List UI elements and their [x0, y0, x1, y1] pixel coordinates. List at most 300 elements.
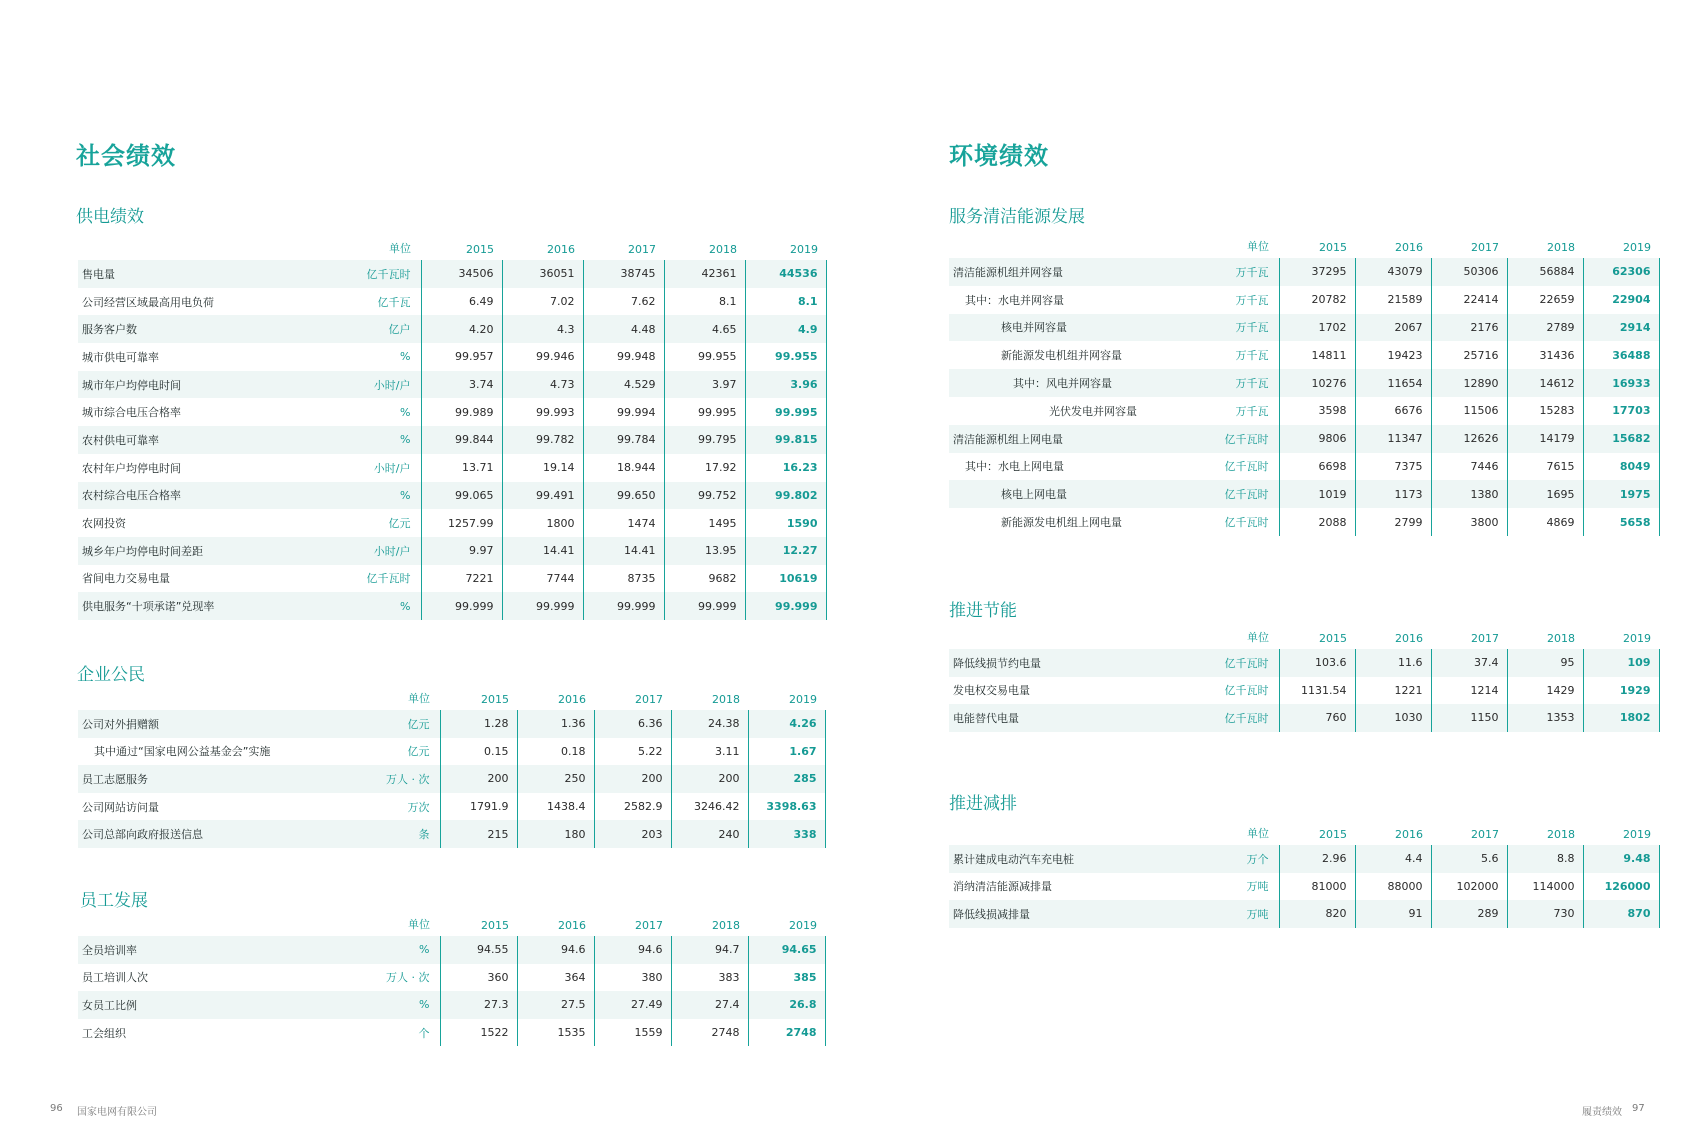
- value-cell: 250: [517, 765, 594, 793]
- header-year: 2019: [1623, 632, 1651, 645]
- value-cell: 11347: [1355, 425, 1431, 453]
- header-year: 2015: [466, 243, 494, 256]
- table-row: [78, 482, 826, 510]
- value-cell: 4.3: [502, 315, 583, 343]
- row-unit: %: [346, 343, 421, 371]
- value-cell: 4869: [1507, 508, 1583, 536]
- row-unit: 万吨: [1199, 873, 1279, 901]
- header-year: 2019: [1623, 241, 1651, 254]
- value-cell: 3.11: [671, 738, 748, 766]
- table-row: [78, 991, 825, 1019]
- header-year: 2015: [1319, 632, 1347, 645]
- table-row: [949, 453, 1659, 481]
- header-blank: [78, 906, 360, 936]
- value-cell: 27.3: [440, 991, 517, 1019]
- emission-reduction-table: [949, 815, 1660, 928]
- value-cell: 99.948: [583, 343, 664, 371]
- row-unit: 万千瓦: [1199, 314, 1279, 342]
- value-cell: 820: [1279, 900, 1355, 928]
- value-cell: 285: [748, 765, 825, 793]
- left-page-number: 96: [50, 1103, 63, 1114]
- header-year: 2015: [481, 919, 509, 932]
- value-cell: 9.97: [421, 537, 502, 565]
- value-cell: 22904: [1583, 286, 1659, 314]
- header-unit: 单位: [1247, 631, 1269, 644]
- value-cell: 1257.99: [421, 509, 502, 537]
- row-label: 城市年户均停电时间: [78, 371, 346, 399]
- value-cell: 99.752: [664, 482, 745, 510]
- header-year: 2015: [1319, 828, 1347, 841]
- value-cell: 4.20: [421, 315, 502, 343]
- value-cell: 1030: [1355, 704, 1431, 732]
- header-year: 2018: [712, 693, 740, 706]
- value-cell: 9806: [1279, 425, 1355, 453]
- header-unit: 单位: [389, 242, 411, 255]
- value-cell: 730: [1507, 900, 1583, 928]
- table-row: [78, 426, 826, 454]
- row-unit: 万千瓦: [1199, 286, 1279, 314]
- table-row: [949, 425, 1659, 453]
- value-cell: 215: [440, 820, 517, 848]
- row-label: 核电上网电量: [949, 480, 1199, 508]
- value-cell: 14612: [1507, 369, 1583, 397]
- value-cell: 3598: [1279, 397, 1355, 425]
- table-row: [78, 288, 826, 316]
- row-unit: 条: [360, 820, 440, 848]
- value-cell: 13.71: [421, 454, 502, 482]
- value-cell: 91: [1355, 900, 1431, 928]
- row-unit: 亿千瓦时: [1199, 677, 1279, 705]
- row-unit: %: [346, 592, 421, 620]
- row-label: 全员培训率: [78, 936, 360, 964]
- value-cell: 22414: [1431, 286, 1507, 314]
- table-row: [78, 793, 825, 821]
- value-cell: 62306: [1583, 258, 1659, 286]
- table-row: [949, 845, 1659, 873]
- value-cell: 1695: [1507, 480, 1583, 508]
- table-row: [949, 649, 1659, 677]
- value-cell: 19.14: [502, 454, 583, 482]
- value-cell: 99.995: [745, 398, 826, 426]
- value-cell: 34506: [421, 260, 502, 288]
- value-cell: 2914: [1583, 314, 1659, 342]
- value-cell: 7615: [1507, 453, 1583, 481]
- row-label: 其中：水电并网容量: [965, 293, 1064, 307]
- header-unit: 单位: [1247, 827, 1269, 840]
- value-cell: 99.989: [421, 398, 502, 426]
- value-cell: 0.15: [440, 738, 517, 766]
- value-cell: 1221: [1355, 677, 1431, 705]
- table-row: [78, 565, 826, 593]
- value-cell: 7.62: [583, 288, 664, 316]
- table-row: [78, 738, 825, 766]
- table-row: [78, 592, 826, 620]
- row-label: 女员工比例: [78, 991, 360, 1019]
- value-cell: 99.650: [583, 482, 664, 510]
- value-cell: 103.6: [1279, 649, 1355, 677]
- value-cell: 99.999: [664, 592, 745, 620]
- power-supply-table: [78, 230, 827, 620]
- value-cell: 3398.63: [748, 793, 825, 821]
- header-blank: [949, 815, 1199, 845]
- value-cell: 2582.9: [594, 793, 671, 821]
- header-year: 2018: [1547, 828, 1575, 841]
- header-blank: [949, 619, 1199, 649]
- value-cell: 99.955: [745, 343, 826, 371]
- value-cell: 99.999: [745, 592, 826, 620]
- value-cell: 5.6: [1431, 845, 1507, 873]
- row-label: 其中：风电并网容量: [949, 369, 1199, 397]
- row-unit: 亿元: [360, 710, 440, 738]
- value-cell: 200: [440, 765, 517, 793]
- clean-energy-table: [949, 228, 1660, 536]
- value-cell: 1214: [1431, 677, 1507, 705]
- table-row: [949, 369, 1659, 397]
- row-label: 员工志愿服务: [78, 765, 360, 793]
- value-cell: 4.73: [502, 371, 583, 399]
- table-row: [78, 765, 825, 793]
- value-cell: 5.22: [594, 738, 671, 766]
- value-cell: 289: [1431, 900, 1507, 928]
- value-cell: 1800: [502, 509, 583, 537]
- header-blank: [78, 680, 360, 710]
- row-unit: 小时/户: [346, 454, 421, 482]
- value-cell: 4.529: [583, 371, 664, 399]
- value-cell: 8735: [583, 565, 664, 593]
- value-cell: 2748: [671, 1019, 748, 1047]
- value-cell: 11654: [1355, 369, 1431, 397]
- row-unit: 亿千瓦时: [1199, 425, 1279, 453]
- table-row: [78, 343, 826, 371]
- value-cell: 2176: [1431, 314, 1507, 342]
- value-cell: 1.67: [748, 738, 825, 766]
- header-year: 2019: [1623, 828, 1651, 841]
- row-label: 城市综合电压合格率: [82, 406, 181, 420]
- value-cell: 94.6: [594, 936, 671, 964]
- value-cell: 24.38: [671, 710, 748, 738]
- header-year: 2018: [1547, 241, 1575, 254]
- row-label: 员工培训人次: [82, 971, 148, 985]
- value-cell: 1438.4: [517, 793, 594, 821]
- value-cell: 99.957: [421, 343, 502, 371]
- value-cell: 1495: [664, 509, 745, 537]
- corporate-citizen-table: [78, 680, 826, 848]
- value-cell: 1.28: [440, 710, 517, 738]
- header-year: 2019: [790, 243, 818, 256]
- row-label: 累计建成电动汽车充电桩: [949, 845, 1199, 873]
- header-unit: 单位: [408, 692, 430, 705]
- value-cell: 81000: [1279, 873, 1355, 901]
- value-cell: 7375: [1355, 453, 1431, 481]
- value-cell: 8049: [1583, 453, 1659, 481]
- right-footer-text: 履责绩效: [1582, 1107, 1622, 1118]
- table-row: [949, 286, 1659, 314]
- header-year: 2017: [1471, 632, 1499, 645]
- value-cell: 11.6: [1355, 649, 1431, 677]
- value-cell: 12890: [1431, 369, 1507, 397]
- value-cell: 1380: [1431, 480, 1507, 508]
- value-cell: 56884: [1507, 258, 1583, 286]
- value-cell: 99.999: [583, 592, 664, 620]
- value-cell: 3.97: [664, 371, 745, 399]
- value-cell: 203: [594, 820, 671, 848]
- value-cell: 37.4: [1431, 649, 1507, 677]
- value-cell: 94.7: [671, 936, 748, 964]
- row-unit: 亿千瓦时: [1199, 649, 1279, 677]
- table-row: [78, 1019, 825, 1047]
- left-footer-company: 国家电网有限公司: [77, 1107, 157, 1118]
- value-cell: 27.49: [594, 991, 671, 1019]
- value-cell: 17.92: [664, 454, 745, 482]
- table-row: [78, 710, 825, 738]
- value-cell: 17703: [1583, 397, 1659, 425]
- header-year: 2015: [1319, 241, 1347, 254]
- value-cell: 4.26: [748, 710, 825, 738]
- value-cell: 99.782: [502, 426, 583, 454]
- value-cell: 1353: [1507, 704, 1583, 732]
- employee-table: [78, 906, 826, 1046]
- value-cell: 99.844: [421, 426, 502, 454]
- value-cell: 14.41: [583, 537, 664, 565]
- row-unit: 万人 · 次: [360, 765, 440, 793]
- value-cell: 1535: [517, 1019, 594, 1047]
- value-cell: 1.36: [517, 710, 594, 738]
- header-year: 2016: [558, 693, 586, 706]
- table-row: [949, 397, 1659, 425]
- header-year: 2019: [789, 693, 817, 706]
- row-unit: %: [360, 991, 440, 1019]
- value-cell: 0.18: [517, 738, 594, 766]
- row-unit: 亿千瓦时: [1199, 704, 1279, 732]
- header-year: 2018: [1547, 632, 1575, 645]
- table-header-row: [78, 230, 826, 260]
- value-cell: 109: [1583, 649, 1659, 677]
- value-cell: 870: [1583, 900, 1659, 928]
- value-cell: 44536: [745, 260, 826, 288]
- table-row: [949, 900, 1659, 928]
- value-cell: 385: [748, 964, 825, 992]
- value-cell: 1131.54: [1279, 677, 1355, 705]
- table-row: [78, 964, 825, 992]
- row-label: 公司总部向政府报送信息: [78, 820, 360, 848]
- row-label: 其中：水电上网电量: [965, 460, 1064, 474]
- row-label: 供电服务“十项承诺”兑现率: [78, 592, 346, 620]
- value-cell: 19423: [1355, 341, 1431, 369]
- value-cell: 3.96: [745, 371, 826, 399]
- value-cell: 5658: [1583, 508, 1659, 536]
- value-cell: 6.36: [594, 710, 671, 738]
- energy-saving-table: [949, 619, 1660, 732]
- header-year: 2017: [635, 919, 663, 932]
- value-cell: 22659: [1507, 286, 1583, 314]
- section-title-power-supply: 供电绩效: [76, 207, 144, 227]
- section-title-emission-reduction: 推进减排: [949, 794, 1017, 814]
- value-cell: 99.994: [583, 398, 664, 426]
- row-unit: 万千瓦: [1199, 258, 1279, 286]
- value-cell: 2088: [1279, 508, 1355, 536]
- row-unit: %: [360, 936, 440, 964]
- value-cell: 99.999: [502, 592, 583, 620]
- value-cell: 3.74: [421, 371, 502, 399]
- row-unit: %: [346, 482, 421, 510]
- value-cell: 99.993: [502, 398, 583, 426]
- row-unit: 亿元: [346, 509, 421, 537]
- row-unit: 小时/户: [346, 371, 421, 399]
- row-unit: 个: [360, 1019, 440, 1047]
- table-row: [949, 314, 1659, 342]
- value-cell: 12626: [1431, 425, 1507, 453]
- value-cell: 8.1: [745, 288, 826, 316]
- value-cell: 200: [594, 765, 671, 793]
- header-year: 2016: [558, 919, 586, 932]
- table-header-row: [78, 906, 825, 936]
- row-unit: 小时/户: [346, 537, 421, 565]
- row-unit: 万千瓦: [1199, 369, 1279, 397]
- value-cell: 6.49: [421, 288, 502, 316]
- row-label: 城市供电可靠率: [82, 350, 159, 364]
- table-row: [78, 537, 826, 565]
- row-label: 消纳清洁能源减排量: [953, 880, 1052, 894]
- value-cell: 13.95: [664, 537, 745, 565]
- row-unit: 万次: [360, 793, 440, 821]
- value-cell: 6676: [1355, 397, 1431, 425]
- value-cell: 1522: [440, 1019, 517, 1047]
- value-cell: 338: [748, 820, 825, 848]
- value-cell: 95: [1507, 649, 1583, 677]
- row-label: 农网投资: [82, 517, 126, 531]
- row-label: 售电量: [78, 260, 346, 288]
- row-label: 城乡年户均停电时间差距: [78, 537, 346, 565]
- value-cell: 99.815: [745, 426, 826, 454]
- value-cell: 1791.9: [440, 793, 517, 821]
- value-cell: 2748: [748, 1019, 825, 1047]
- row-unit: 亿户: [346, 315, 421, 343]
- value-cell: 2067: [1355, 314, 1431, 342]
- value-cell: 25716: [1431, 341, 1507, 369]
- table-row: [78, 509, 826, 537]
- right-page-number: 97: [1632, 1103, 1645, 1114]
- value-cell: 16.23: [745, 454, 826, 482]
- value-cell: 18.944: [583, 454, 664, 482]
- section-title-employee: 员工发展: [80, 891, 148, 911]
- row-label: 光伏发电并网容量: [1049, 404, 1137, 418]
- value-cell: 31436: [1507, 341, 1583, 369]
- row-label: 农村综合电压合格率: [78, 482, 346, 510]
- row-unit: 万吨: [1199, 900, 1279, 928]
- row-unit: %: [346, 398, 421, 426]
- value-cell: 7446: [1431, 453, 1507, 481]
- table-row: [949, 677, 1659, 705]
- value-cell: 102000: [1431, 873, 1507, 901]
- row-unit: 亿千瓦时: [346, 565, 421, 593]
- header-blank: [78, 230, 346, 260]
- value-cell: 99.946: [502, 343, 583, 371]
- table-row: [949, 508, 1659, 536]
- header-year: 2016: [1395, 828, 1423, 841]
- value-cell: 3800: [1431, 508, 1507, 536]
- row-unit: 亿千瓦时: [1199, 508, 1279, 536]
- header-unit: 单位: [1247, 240, 1269, 253]
- row-label: 降低线损节约电量: [949, 649, 1199, 677]
- table-row: [78, 398, 826, 426]
- row-label: 核电并网容量: [949, 314, 1199, 342]
- value-cell: 42361: [664, 260, 745, 288]
- row-unit: 亿千瓦时: [1199, 453, 1279, 481]
- value-cell: 240: [671, 820, 748, 848]
- value-cell: 11506: [1431, 397, 1507, 425]
- value-cell: 99.995: [664, 398, 745, 426]
- header-year: 2016: [1395, 632, 1423, 645]
- value-cell: 99.802: [745, 482, 826, 510]
- value-cell: 99.955: [664, 343, 745, 371]
- value-cell: 760: [1279, 704, 1355, 732]
- table-row: [949, 704, 1659, 732]
- value-cell: 7744: [502, 565, 583, 593]
- value-cell: 380: [594, 964, 671, 992]
- table-header-row: [949, 228, 1659, 258]
- right-page-title: 环境绩效: [949, 141, 1049, 170]
- row-label: 工会组织: [82, 1026, 126, 1040]
- row-label: 农村供电可靠率: [78, 426, 346, 454]
- row-unit: 万人 · 次: [360, 964, 440, 992]
- value-cell: 9.48: [1583, 845, 1659, 873]
- value-cell: 20782: [1279, 286, 1355, 314]
- value-cell: 94.55: [440, 936, 517, 964]
- row-label: 公司对外捐赠额: [78, 710, 360, 738]
- value-cell: 99.065: [421, 482, 502, 510]
- value-cell: 8.1: [664, 288, 745, 316]
- section-title-clean-energy: 服务清洁能源发展: [949, 207, 1085, 227]
- row-label: 公司经营区域最高用电负荷: [82, 295, 214, 309]
- value-cell: 4.9: [745, 315, 826, 343]
- value-cell: 43079: [1355, 258, 1431, 286]
- value-cell: 26.8: [748, 991, 825, 1019]
- row-label: 公司网站访问量: [82, 800, 159, 814]
- value-cell: 37295: [1279, 258, 1355, 286]
- value-cell: 1590: [745, 509, 826, 537]
- row-label: 清洁能源机组并网容量: [949, 258, 1199, 286]
- value-cell: 114000: [1507, 873, 1583, 901]
- value-cell: 180: [517, 820, 594, 848]
- value-cell: 7221: [421, 565, 502, 593]
- value-cell: 1173: [1355, 480, 1431, 508]
- row-label: 清洁能源机组上网电量: [949, 425, 1199, 453]
- header-year: 2017: [1471, 828, 1499, 841]
- header-year: 2019: [789, 919, 817, 932]
- value-cell: 2.96: [1279, 845, 1355, 873]
- header-unit: 单位: [408, 918, 430, 931]
- value-cell: 6698: [1279, 453, 1355, 481]
- row-label: 降低线损减排量: [949, 900, 1199, 928]
- table-row: [949, 341, 1659, 369]
- value-cell: 9682: [664, 565, 745, 593]
- value-cell: 7.02: [502, 288, 583, 316]
- table-header-row: [78, 680, 825, 710]
- value-cell: 15283: [1507, 397, 1583, 425]
- value-cell: 360: [440, 964, 517, 992]
- value-cell: 1702: [1279, 314, 1355, 342]
- value-cell: 50306: [1431, 258, 1507, 286]
- value-cell: 94.65: [748, 936, 825, 964]
- table-header-row: [949, 815, 1659, 845]
- table-row: [949, 873, 1659, 901]
- row-unit: 亿千瓦时: [346, 260, 421, 288]
- value-cell: 1929: [1583, 677, 1659, 705]
- row-unit: 亿元: [360, 738, 440, 766]
- value-cell: 27.4: [671, 991, 748, 1019]
- header-blank: [949, 228, 1199, 258]
- value-cell: 1429: [1507, 677, 1583, 705]
